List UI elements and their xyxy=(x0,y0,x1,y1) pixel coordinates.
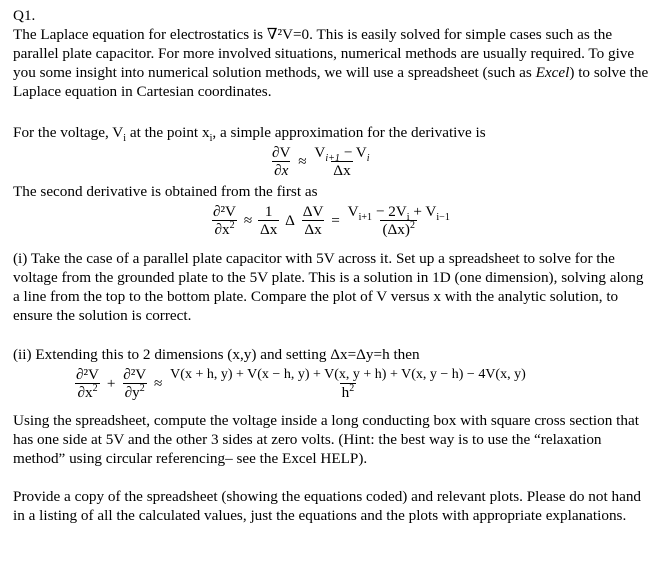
eq2-rhs-fraction: $\frac{V_{i+1} - 2V_i + V_{i-1}}{(\Delta x)^2}$ xyxy=(347,203,450,238)
voltage-sentence: For the voltage, $V_i$ at the point $x_i$, a simple approximation for the derivative is xyxy=(13,124,486,145)
provide-paragraph: Provide a copy of the spreadsheet (showing the equations coded) and relevant plots. Please do not hand in a listing of all the calculated values, just the equations and the plots with appropriate explanations. xyxy=(13,488,642,524)
second-derivative-equation: $\frac{\text{∂²V}}{\partial x^2}$ ≈ $\frac{1}{\Delta x}$ Δ $\frac{\Delta V}{\Delta x}$ = $\frac{V_{i+1} - 2V_i + V_{i-1}}{(\Delta x)^2}$ xyxy=(213,203,450,238)
first-derivative-equation: $\frac{\partial V}{\partial x}$ ≈ $\frac{V_{i+1} - V_i}{\Delta x}$ xyxy=(272,144,370,179)
part-ii-sentence: (ii) Extending this to 2 dimensions (x,y) and setting Δx=Δy=h then xyxy=(13,346,420,363)
eq1-rhs-fraction: $\frac{V_{i+1} - V_i}{\Delta x}$ xyxy=(314,144,370,179)
eq2-one-over-dx: $\frac{1}{\Delta x}$ xyxy=(259,203,278,238)
laplace-2d-equation: $\frac{\text{∂²V}}{\partial x^2}$ + $\frac{\text{∂²V}}{\partial y^2}$ ≈ V(x + h, y) + V(x − h, y) + V(x, y + h) + V(x, y − h) − 4V(x, y) $h^2$ xyxy=(76,366,526,401)
eq3-term1-fraction: $\frac{\text{∂²V}}{\partial x^2}$ xyxy=(76,366,100,401)
eq3-rhs-fraction: V(x + h, y) + V(x − h, y) + V(x, y + h) + V(x, y − h) − 4V(x, y) $h^2$ xyxy=(170,367,526,401)
intro-paragraph xyxy=(13,25,653,101)
eq2-lhs-fraction: $\frac{\text{∂²V}}{\partial x^2}$ xyxy=(213,203,237,238)
eq3-term2-fraction: $\frac{\text{∂²V}}{\partial y^2}$ xyxy=(123,366,147,401)
intro-text-after: ) to solve the Laplace equation in Cartesian coordinates. xyxy=(13,64,649,100)
eq2-dv-over-dx: $\frac{\Delta V}{\Delta x}$ xyxy=(302,203,324,238)
spreadsheet-paragraph: Using the spreadsheet, compute the voltage inside a long conducting box with square cross section that has one side at 5V and the other 3 sides at zero volts. (Hint: the best way is to use the “relaxation method” using circular referencing– see the Excel HELP). xyxy=(13,412,639,467)
second-derivative-sentence: The second derivative is obtained from the first as xyxy=(13,183,318,200)
intro-text-before: The Laplace equation for electrostatics is ∇²V=0. This is easily solved for simple cases such as the parallel plate capacitor. For more involved situations, numerical methods are usually required. To give you some insight into numerical solution methods, we will use a spreadsheet (such as xyxy=(13,26,635,81)
eq1-lhs-fraction: $\frac{\partial V}{\partial x}$ xyxy=(272,144,291,179)
part-i-paragraph: (i) Take the case of a parallel plate capacitor with 5V across it. Set up a spreadsheet to solve for the voltage from the grounded plate to the 5V plate. This is a solution in 1D (one dimension), solving along a line from the top to the bottom plate. Compare the plot of V versus x with the analytic solution, to ensure the solution is correct. xyxy=(13,250,644,324)
excel-italic: Excel xyxy=(535,64,570,81)
question-heading: Q1. xyxy=(13,7,36,24)
